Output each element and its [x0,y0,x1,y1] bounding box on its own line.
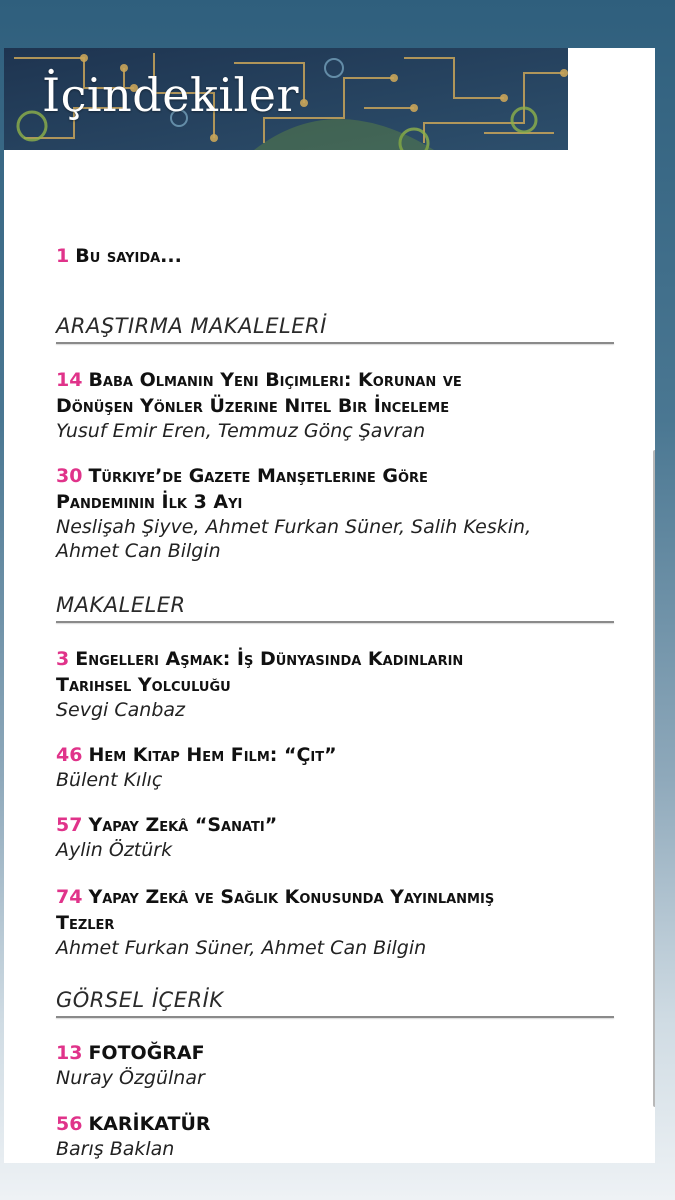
section-label: MAKALELER [56,593,186,617]
toc-entry-intro[interactable] [56,243,616,269]
section-divider [56,621,614,623]
entry-authors: Neslişah Şiyve, Ahmet Furkan Süner, Salih Keskin, [56,516,532,538]
page-title: İçindekiler [42,68,299,122]
section-divider [56,342,614,344]
page-number: 46 [56,744,83,766]
toc-entry[interactable] [56,742,616,792]
page-number: 13 [56,1042,83,1064]
section-divider [56,1016,614,1018]
entry-authors: Sevgi Canbaz [56,699,186,721]
entry-authors: Aylin Öztürk [56,839,173,861]
entry-title: KARİKATÜR [88,1113,211,1135]
entry-title: Yapay Zekâ “Sanatı” [88,814,278,836]
entry-authors: Barış Baklan [56,1138,175,1160]
entry-authors: Bülent Kılıç [56,769,163,791]
toc-entry[interactable] [56,1040,616,1090]
entry-authors: Yusuf Emir Eren, Temmuz Gönç Şavran [56,420,426,442]
section-label: ARAŞTIRMA MAKALELERİ [56,314,327,338]
entry-title: Baba Olmanın Yeni Biçimleri: Korunan ve [88,369,462,391]
page-number: 1 [56,245,70,267]
toc-entry[interactable] [56,367,616,443]
entry-authors: Ahmet Can Bilgin [56,540,221,562]
toc-entry[interactable] [56,463,616,563]
entry-authors: Nuray Özgülnar [56,1067,205,1089]
entry-title: Dönüşen Yönler Üzerine Nitel Bir İnceleme [56,395,450,417]
section-heading-articles [56,591,614,623]
page-number: 3 [56,648,70,670]
section-label: GÖRSEL İÇERİK [56,988,224,1012]
entry-title: Tezler [56,912,115,934]
entry-title: Bu sayıda... [75,245,182,267]
entry-title: Engelleri Aşmak: İş Dünyasında Kadınların [75,648,464,670]
page-number: 14 [56,369,83,391]
page-number: 56 [56,1113,83,1135]
toc-entry[interactable] [56,1111,616,1161]
page-number: 57 [56,814,83,836]
entry-title: Pandeminin İlk 3 Ayı [56,491,243,513]
page-number: 30 [56,465,83,487]
entry-title: FOTOĞRAF [88,1042,205,1064]
toc-entry[interactable] [56,812,616,862]
section-heading-visual [56,986,614,1018]
toc-entry[interactable] [56,646,616,722]
entry-title: Tarihsel Yolculuğu [56,674,231,696]
toc-page [4,48,655,1163]
toc-entry[interactable] [56,884,616,960]
page-number: 74 [56,886,83,908]
section-heading-research [56,312,614,344]
entry-title: Hem Kitap Hem Film: “Çit” [88,744,337,766]
vertical-scrollbar[interactable] [653,450,655,1107]
entry-title: Türkiye’de Gazete Manşetlerine Göre [88,465,428,487]
entry-authors: Ahmet Furkan Süner, Ahmet Can Bilgin [56,937,427,959]
entry-title: Yapay Zekâ ve Sağlık Konusunda Yayınlanmış [88,886,495,908]
header-banner [4,48,568,150]
